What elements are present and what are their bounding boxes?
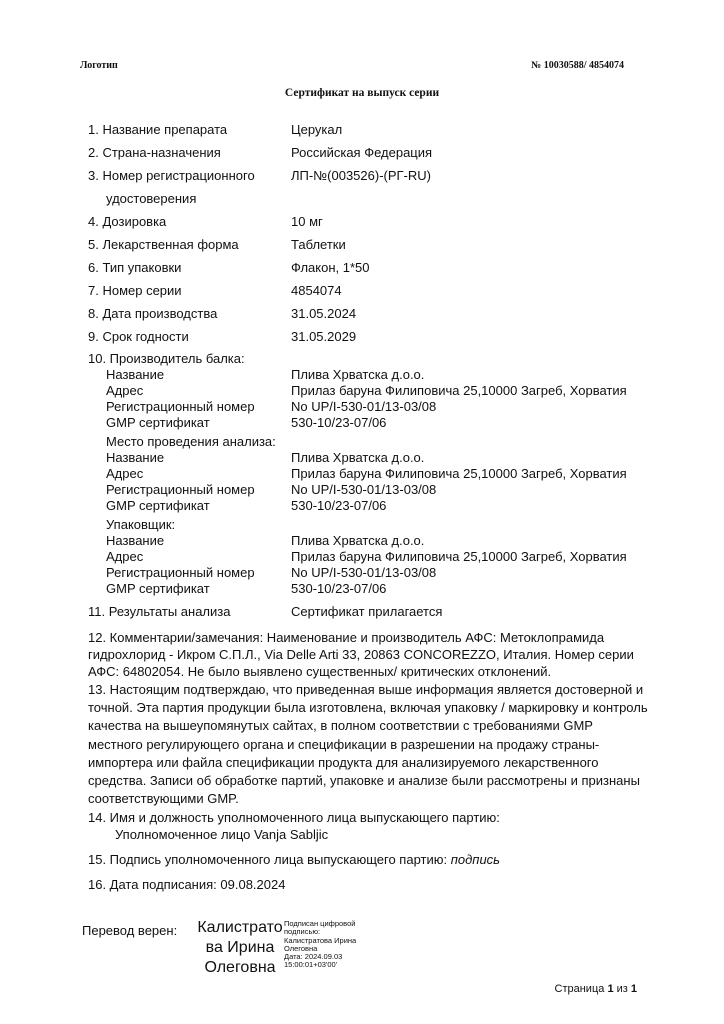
row-label: 1. Название препарата	[88, 122, 228, 137]
field-value: Прилаз баруна Филиповича 25,10000 Загреб, Хорватия	[291, 549, 627, 564]
row-value: Церукал	[291, 122, 343, 137]
row-label: 2. Страна-назначения	[88, 145, 221, 160]
row-value: 31.05.2029	[291, 329, 357, 344]
digital-signature-name	[192, 918, 288, 978]
field-value: 530-10/23-07/06	[291, 581, 387, 596]
row-label: 7. Номер серии	[88, 283, 182, 298]
field-label: GMP сертификат	[106, 498, 210, 513]
document-number: № 10030588/ 4854074	[531, 60, 624, 71]
field-label: GMP сертификат	[106, 581, 210, 596]
signature-line	[88, 852, 500, 868]
section-heading: Место проведения анализа:	[106, 434, 276, 449]
page-middle: из	[613, 983, 631, 995]
field-value: Плива Хрватска д.о.о.	[291, 533, 425, 548]
digital-signature-details	[284, 920, 384, 970]
row-label: удостоверения	[106, 191, 197, 206]
row-value: Таблетки	[291, 237, 346, 252]
current-page: 1	[607, 983, 614, 995]
row-value: ЛП-№(003526)-(РГ-RU)	[291, 168, 431, 183]
row-value: 31.05.2024	[291, 306, 357, 321]
field-value: 530-10/23-07/06	[291, 415, 387, 430]
page-title: Сертификат на выпуск серии	[284, 87, 440, 99]
row-label: 9. Срок годности	[88, 329, 189, 344]
signature-detail-line: Калистратова Ирина	[284, 935, 357, 945]
logo-text: Логотип	[80, 60, 118, 71]
row-value: Сертификат прилагается	[291, 604, 443, 619]
comments-paragraph: 12. Комментарии/замечания: Наименование и производитель АФС: Метоклопрамида гидрохлорид - Икром С.П.Л., Via Delle Arti 33, 20863 CONCOREZZO, Италия. Номер серии АФС: 64802054. Не было выявлено существенных/ критических отклонений.	[88, 630, 634, 679]
confirmation-paragraph: 13. Настоящим подтверждаю, что приведенная выше информация является достоверной и точной. Эта партия продукции была изготовлена, включая упаковку / маркировку и контроль качества на вышеупомянутых сайтах, в полном соответствии с требованиями GMP местного регулирующего органа и спецификации в разрешении на продажу страны-импортера или файла спецификации продукта для анализируемого лекарственного средства. Записи об обработке партий, упаковке и анализе были рассмотрены и признаны соответствующими GMP.	[88, 682, 648, 807]
authorized-person-value: Уполномоченное лицо Vanja Sabljic	[115, 827, 329, 842]
total-pages: 1	[630, 983, 637, 995]
field-value: No UP/I-530-01/13-03/08	[291, 482, 437, 497]
field-label: Регистрационный номер	[106, 482, 255, 497]
translation-verified-label: Перевод верен:	[82, 923, 178, 938]
section-heading: Упаковщик:	[106, 517, 176, 532]
field-label: GMP сертификат	[106, 415, 210, 430]
page-prefix: Страница	[554, 983, 608, 995]
field-value: Прилаз баруна Филиповича 25,10000 Загреб, Хорватия	[291, 383, 627, 398]
signature-name-line: ва Ирина	[205, 939, 275, 956]
row-label: 5. Лекарственная форма	[88, 237, 239, 252]
field-label: Регистрационный номер	[106, 399, 255, 414]
page-number	[555, 983, 637, 995]
signature-name-line: Калистрато	[197, 919, 283, 936]
row-value: Флакон, 1*50	[291, 260, 370, 275]
field-label: Регистрационный номер	[106, 565, 255, 580]
signature-detail-line: Дата: 2024.09.03	[284, 952, 343, 962]
signature-detail-line: подписью:	[284, 927, 321, 937]
field-value: Плива Хрватска д.о.о.	[291, 367, 425, 382]
authorized-person-label: 14. Имя и должность уполномоченного лица выпускающего партию:	[88, 810, 500, 825]
row-label: 8. Дата производства	[88, 306, 218, 321]
row-label: 4. Дозировка	[88, 214, 167, 229]
signature-name-line: Олеговна	[204, 959, 276, 976]
field-value: No UP/I-530-01/13-03/08	[291, 399, 437, 414]
field-value: No UP/I-530-01/13-03/08	[291, 565, 437, 580]
signature-detail-line: 15:00:01+03'00'	[284, 960, 338, 970]
field-label: Название	[106, 533, 165, 548]
row-value: Российская Федерация	[291, 145, 433, 160]
field-value: 530-10/23-07/06	[291, 498, 387, 513]
field-label: Название	[106, 450, 165, 465]
signature-value: подпись	[450, 852, 501, 867]
row-label: 11. Результаты анализа	[88, 604, 231, 619]
section-heading: 10. Производитель балка:	[88, 351, 245, 366]
row-label: 3. Номер регистрационного	[88, 168, 255, 183]
field-label: Адрес	[106, 549, 144, 564]
field-value: Плива Хрватска д.о.о.	[291, 450, 425, 465]
row-value: 10 мг	[291, 214, 323, 229]
field-label: Адрес	[106, 466, 144, 481]
signature-detail-line: Олеговна	[284, 943, 318, 953]
signature-label: 15. Подпись уполномоченного лица выпускающего партию:	[88, 852, 451, 867]
field-label: Название	[106, 367, 165, 382]
signature-detail-line: Подписан цифровой	[284, 919, 356, 928]
row-value: 4854074	[291, 283, 342, 298]
signing-date: 16. Дата подписания: 09.08.2024	[88, 877, 286, 892]
field-value: Прилаз баруна Филиповича 25,10000 Загреб, Хорватия	[291, 466, 627, 481]
field-label: Адрес	[106, 383, 144, 398]
row-label: 6. Тип упаковки	[88, 260, 182, 275]
